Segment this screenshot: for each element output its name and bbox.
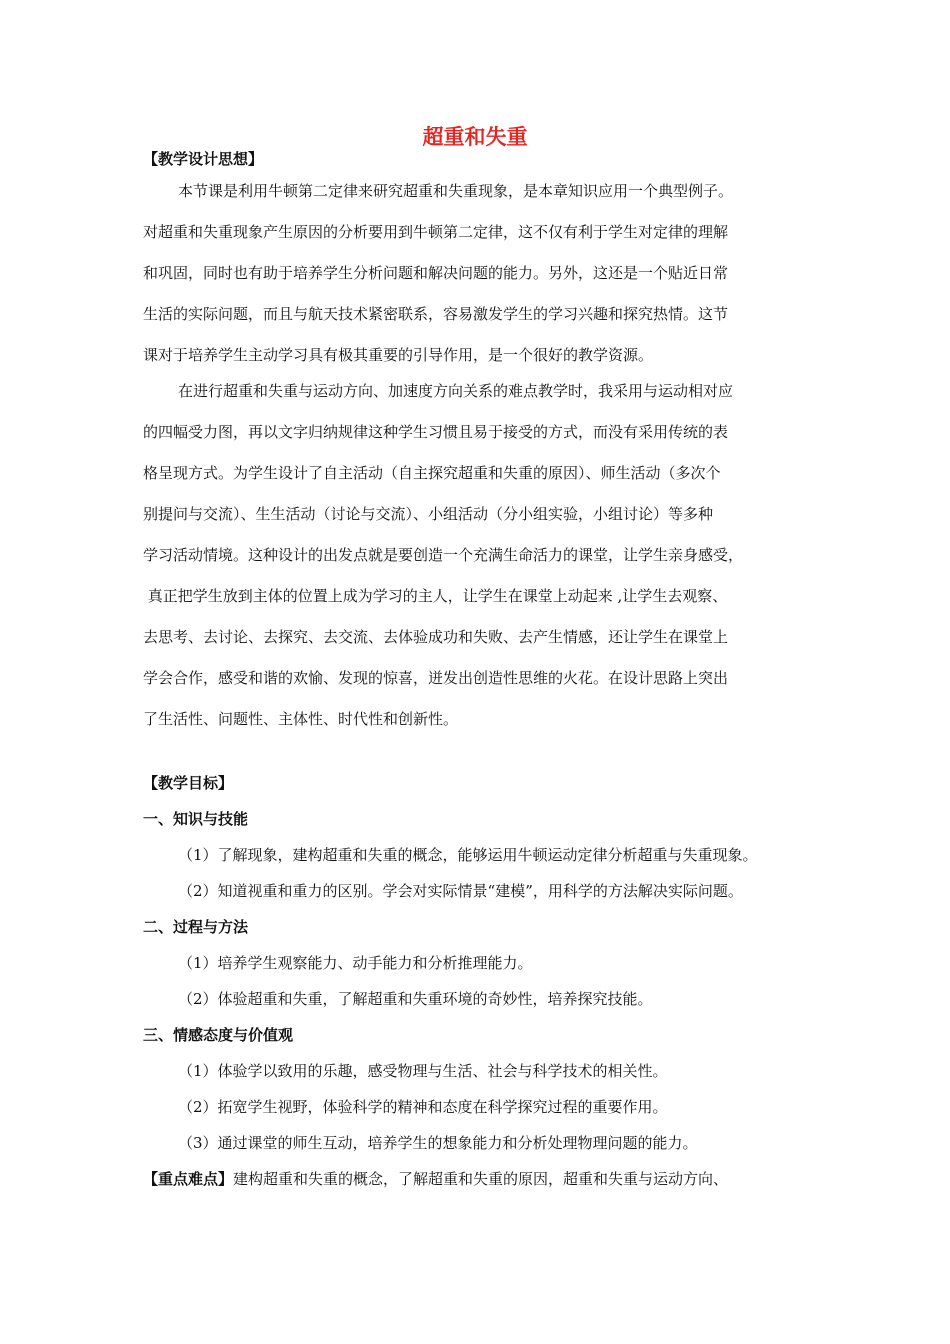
- key-points-label: 【重点难点】: [143, 1170, 234, 1188]
- design-line: 对超重和失重现象产生原因的分析要用到牛顿第二定律，这不仅有利于学生对定律的理解: [143, 223, 729, 241]
- design-line: 本节课是利用牛顿第二定律来研究超重和失重现象，是本章知识应用一个典型例子。: [178, 182, 734, 200]
- design-line: 生活的实际问题，而且与航天技术紧密联系，容易激发学生的学习兴趣和探究热情。这节: [143, 305, 729, 323]
- design-line: 了生活性、问题性、主体性、时代性和创新性。: [143, 710, 459, 728]
- goal-item: （1）培养学生观察能力、动手能力和分析推理能力。: [178, 954, 533, 972]
- goal-item: （2）体验超重和失重，了解超重和失重环境的奇妙性，培养探究技能。: [178, 990, 653, 1008]
- key-points-text: 建构超重和失重的概念，了解超重和失重的原因，超重和失重与运动方向、: [233, 1170, 729, 1188]
- section-title-values: 三、情感态度与价值观: [143, 1026, 294, 1044]
- design-line: 和巩固，同时也有助于培养学生分析问题和解决问题的能力。另外，这还是一个贴近日常: [143, 264, 729, 282]
- design-line: 在进行超重和失重与运动方向、加速度方向关系的难点教学时，我采用与运动相对应: [178, 382, 734, 400]
- section-title-process: 二、过程与方法: [143, 918, 249, 936]
- document-title: 超重和失重: [422, 124, 528, 149]
- design-line: 格呈现方式。为学生设计了自主活动（自主探究超重和失重的原因）、师生活动（多次个: [143, 464, 721, 482]
- goal-item: （2）知道视重和重力的区别。学会对实际情景“建模”，用科学的方法解决实际问题。: [178, 882, 743, 900]
- design-line: 学会合作，感受和谐的欢愉、发现的惊喜，迸发出创造性思维的火花。在设计思路上突出: [143, 669, 729, 687]
- design-heading: 【教学设计思想】: [143, 150, 264, 168]
- design-line: 真正把学生放到主体的位置上成为学习的主人，让学生在课堂上动起来 ,让学生去观察、: [143, 587, 728, 605]
- design-line: 去思考、去讨论、去探究、去交流、去体验成功和失败、去产生情感，还让学生在课堂上: [143, 628, 729, 646]
- design-line: 的四幅受力图，再以文字归纳规律这种学生习惯且易于接受的方式，而没有采用传统的表: [143, 423, 729, 441]
- goal-item: （1）了解现象，建构超重和失重的概念，能够运用牛顿运动定律分析超重与失重现象。: [178, 846, 758, 864]
- section-title-knowledge: 一、知识与技能: [143, 810, 249, 828]
- design-line: 课对于培养学生主动学习具有极其重要的引导作用，是一个很好的教学资源。: [143, 346, 654, 364]
- goals-heading: 【教学目标】: [143, 774, 234, 792]
- design-line: 学习活动情境。这种设计的出发点就是要创造一个充满生命活力的课堂，让学生亲身感受，: [143, 546, 744, 564]
- goal-item: （2）拓宽学生视野，体验科学的精神和态度在科学探究过程的重要作用。: [178, 1098, 668, 1116]
- design-line: 别提问与交流）、生生活动（讨论与交流）、小组活动（分小组实验，小组讨论）等多种: [143, 505, 714, 523]
- key-points: [143, 1168, 728, 1189]
- goal-item: （1）体验学以致用的乐趣，感受物理与生活、社会与科学技术的相关性。: [178, 1062, 668, 1080]
- goal-item: （3）通过课堂的师生互动，培养学生的想象能力和分析处理物理问题的能力。: [178, 1134, 698, 1152]
